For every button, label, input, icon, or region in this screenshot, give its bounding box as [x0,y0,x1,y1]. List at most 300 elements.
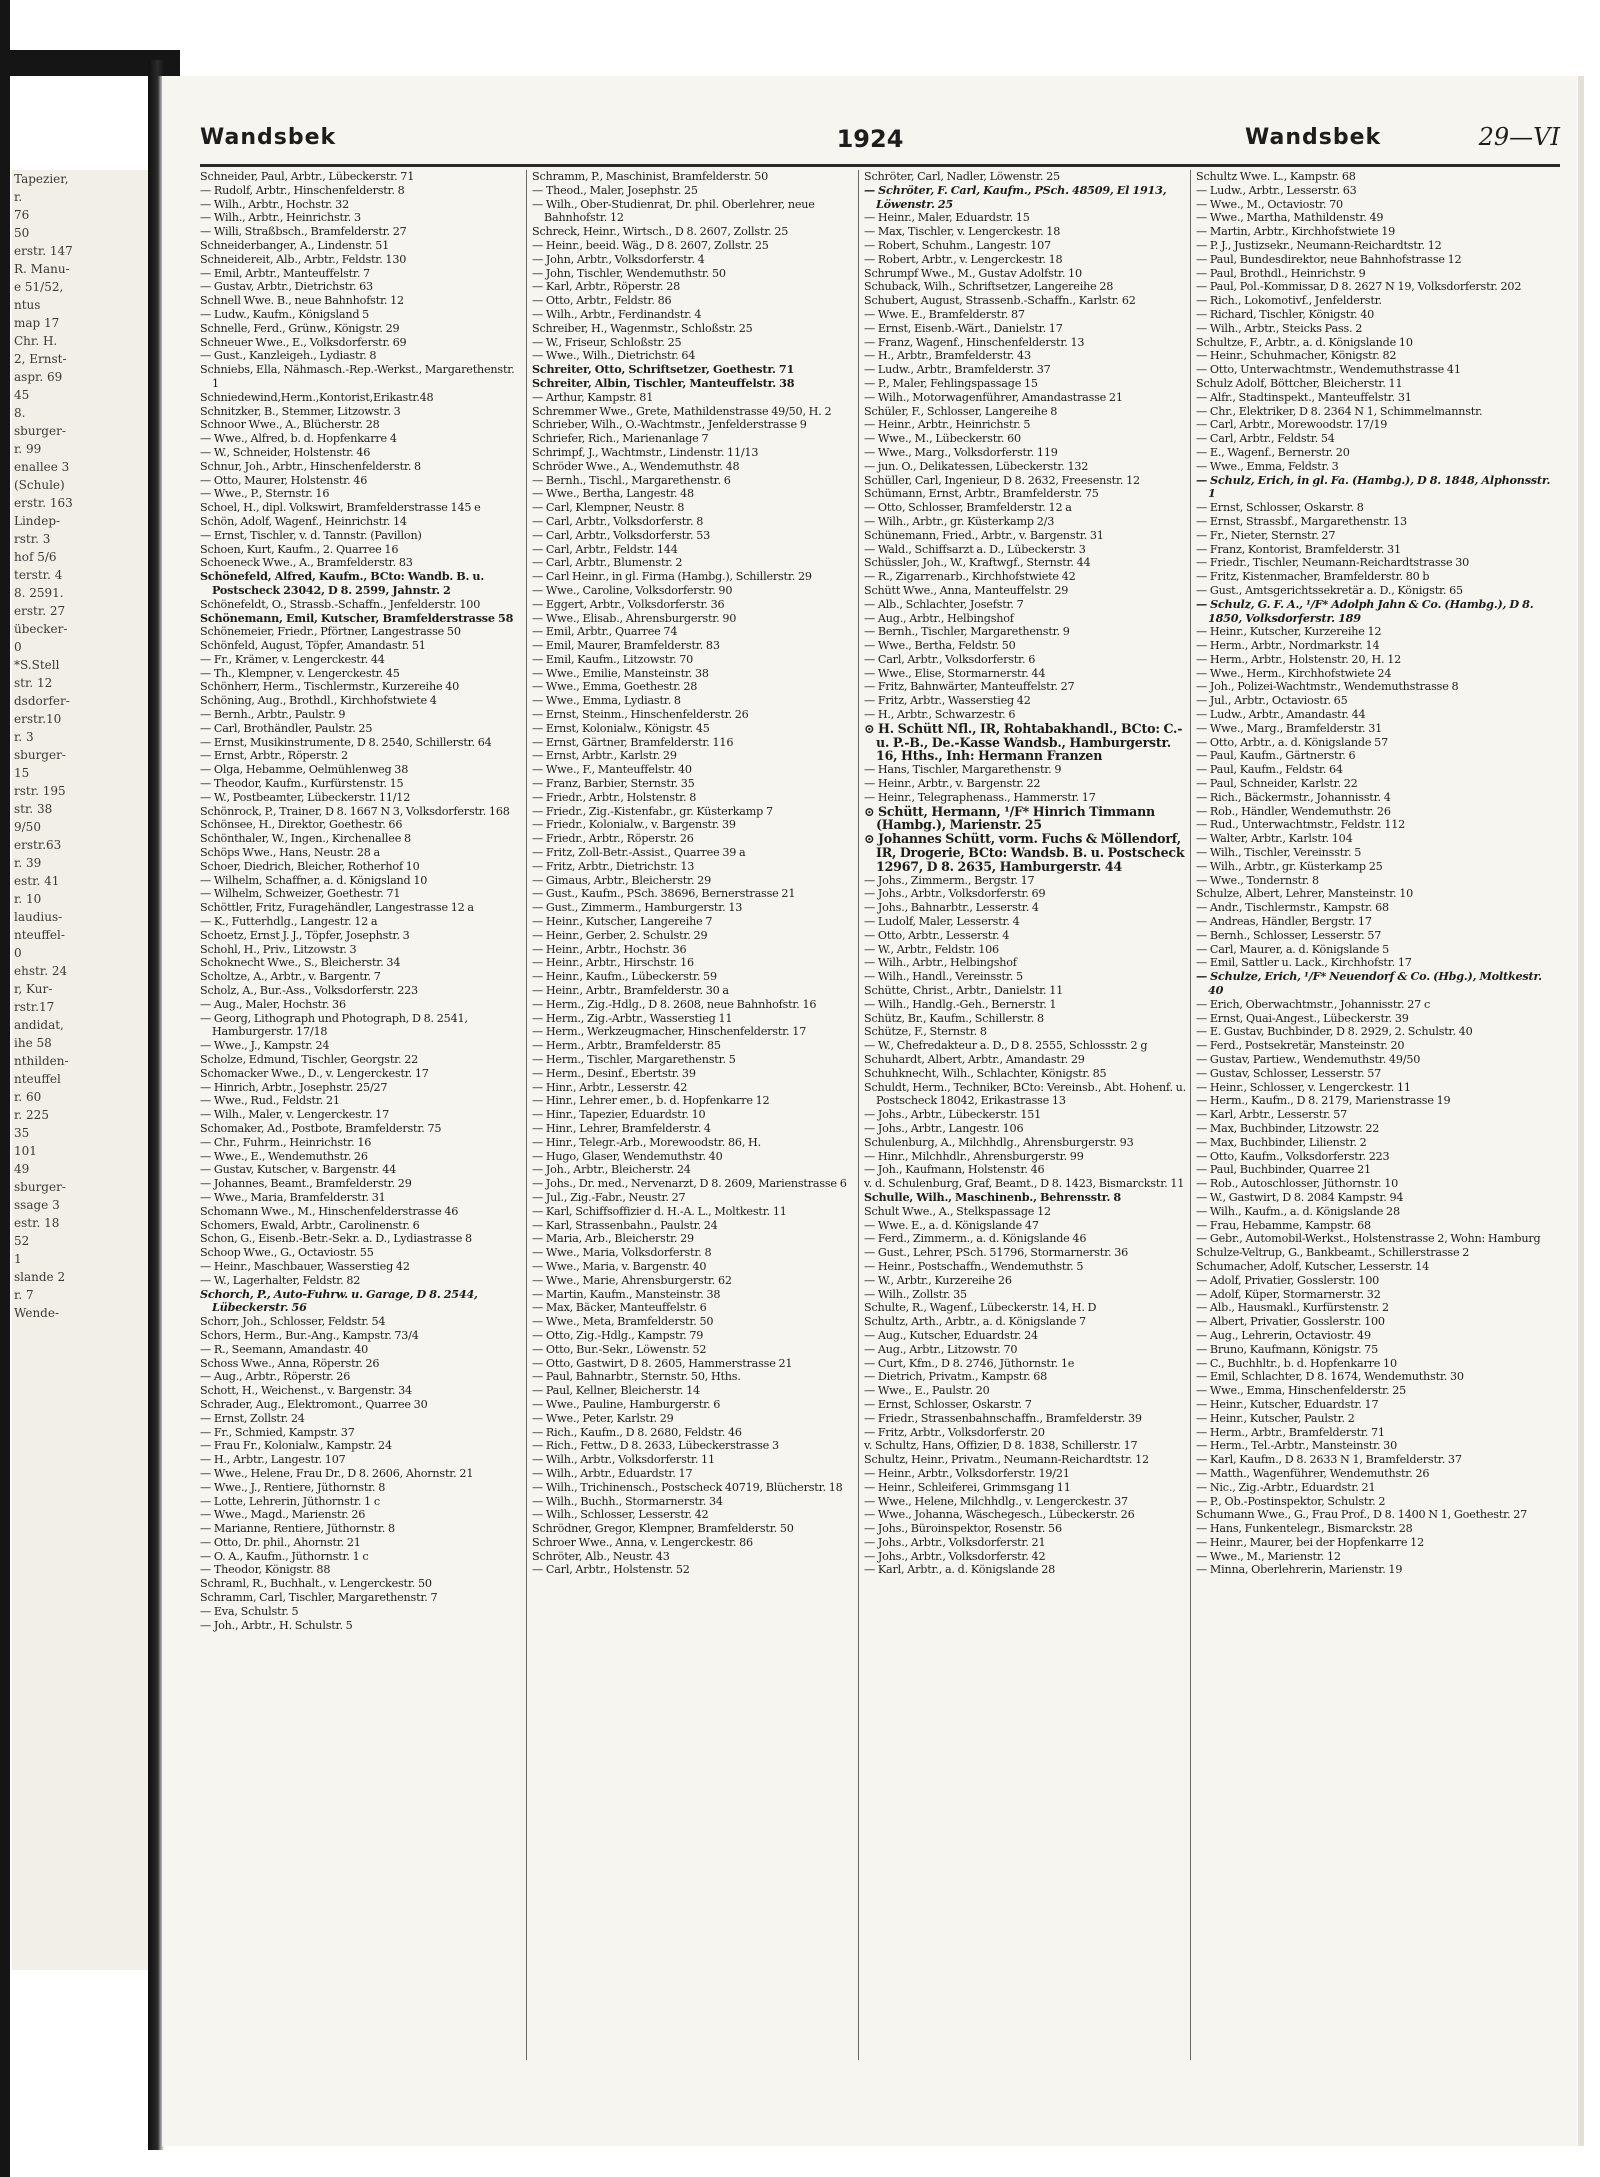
previous-page-fragment: 0 [14,640,22,654]
directory-entry: — Karl, Arbtr., a. d. Königslande 28 [864,1563,1056,1577]
directory-entry: — O. A., Kaufm., Jüthornstr. 1 c [200,1549,369,1563]
directory-entry: Schomacker Wwe., D., v. Lengerckestr. 17 [200,1066,429,1080]
page-edge [1578,76,1584,2146]
directory-entry: — Nic., Zig.-Arbtr., Eduardstr. 21 [1196,1480,1376,1494]
directory-entry: — Andr., Tischlermstr., Kampstr. 68 [1196,901,1389,915]
directory-entry: Schohl, H., Priv., Litzowstr. 3 [200,942,357,956]
previous-page-fragment: andidat, [14,1018,64,1032]
directory-entry: — Wilh., Schlosser, Lesserstr. 42 [532,1508,709,1522]
directory-entry: — Emil, Arbtr., Manteuffelstr. 7 [200,266,370,280]
directory-entry: — Johs., Arbtr., Volksdorferstr. 42 [864,1549,1046,1563]
directory-entry: — Arthur, Kampstr. 81 [532,390,654,404]
directory-entry: — Wilh., Kaufm., a. d. Königslande 28 [1196,1204,1400,1218]
directory-entry: — Wilhelm, Schaffner, a. d. Königsland 10 [200,873,428,887]
directory-entry: — Eva, Schulstr. 5 [200,1604,299,1618]
previous-page-fragment: 101 [14,1144,37,1158]
directory-entry: Schrumpf Wwe., M., Gustav Adolfstr. 10 [864,266,1082,280]
previous-page-fragment: slande 2 [14,1270,66,1284]
directory-entry: — Erich, Oberwachtmstr., Johannisstr. 27 c [1196,997,1431,1011]
directory-entry: — E. Gustav, Buchbinder, D 8. 2929, 2. Schulstr. 40 [1196,1025,1473,1039]
directory-entry: Schoeneck Wwe., A., Bramfelderstr. 83 [200,556,413,570]
directory-entry: — Wwe., Johanna, Wäschegesch., Lübeckerstr. 26 [864,1508,1135,1522]
directory-entry: — Wwe., Bertha, Feldstr. 50 [864,639,1016,653]
directory-entry: — Ferd., Zimmerm., a. d. Königslande 46 [864,1232,1087,1246]
directory-entry: Schrimpf, J., Wachtmstr., Lindenstr. 11/13 [532,445,759,459]
directory-entry: Schütz, Br., Kaufm., Schillerstr. 8 [864,1011,1044,1025]
directory-entry: — Hugo, Glaser, Wendemuthstr. 40 [532,1149,723,1163]
directory-entry: Schön, Adolf, Wagenf., Heinrichstr. 14 [200,514,407,528]
directory-entry: Schreiter, Otto, Schriftsetzer, Goethestr. 71 [532,362,795,377]
directory-entry: Schulze, Albert, Lehrer, Mansteinstr. 10 [1196,887,1414,901]
previous-page-fragment: aspr. 69 [14,370,63,384]
directory-entry: Schremmer Wwe., Grete, Mathildenstrasse 49/50, H. 2 [532,404,832,418]
directory-entry: — Gustav, Kutscher, v. Bargenstr. 44 [200,1163,397,1177]
directory-entry: — Fritz, Arbtr., Dietrichstr. 13 [532,859,695,873]
directory-entry: — Carl, Arbtr., Feldstr. 54 [1196,432,1335,446]
directory-entry: Schnitzker, B., Stemmer, Litzowstr. 3 [200,404,401,418]
directory-entry: — Ernst, Quai-Angest., Lübeckerstr. 39 [1196,1011,1409,1025]
directory-entry: — Wwe., Maria, Bramfelderstr. 31 [200,1190,386,1204]
directory-entry: Schrieber, Wilh., O.-Wachtmstr., Jenfelderstrasse 9 [532,418,807,432]
directory-entry: — Emil, Schlachter, D 8. 1674, Wendemuthstr. 30 [1196,1370,1464,1384]
directory-entry: Schönthaler, W., Ingen., Kirchenallee 8 [200,832,411,846]
previous-page-fragment: erstr. 27 [14,604,66,618]
directory-entry: — Heinr., Kutscher, Eduardstr. 17 [1196,1397,1379,1411]
directory-entry: — Johs., Arbtr., Volksdorferstr. 69 [864,887,1046,901]
directory-entry: — Paul, Bahnarbtr., Sternstr. 50, Hths. [532,1370,741,1384]
directory-entry: Schuhardt, Albert, Arbtr., Amandastr. 29 [864,1053,1085,1066]
directory-entry: — Max, Bäcker, Manteuffelstr. 6 [532,1301,707,1315]
column-divider [858,170,859,2060]
directory-entry: — Gustav, Partiew., Wendemuthstr. 49/50 [1196,1053,1421,1066]
directory-entry: — Alb., Schlachter, Josefstr. 7 [864,597,1024,611]
directory-entry: Schütze, F., Sternstr. 8 [864,1025,987,1039]
directory-entry: — Wilh., Maler, v. Lengerckestr. 17 [200,1108,389,1122]
directory-entry: — Wwe., Herm., Kirchhofstwiete 24 [1196,666,1392,680]
directory-entry: — Wilh., Buchh., Stormarnerstr. 34 [532,1494,723,1508]
directory-entry: — Ernst, Arbtr., Röperstr. 2 [200,749,348,763]
directory-entry: — Otto, Kaufm., Volksdorferstr. 223 [1196,1149,1390,1163]
directory-entry: — Max, Tischler, v. Lengerckestr. 18 [864,225,1061,239]
directory-entry: — Dietrich, Privatm., Kampstr. 68 [864,1370,1048,1384]
directory-entry: — Ernst, Schlosser, Oskarstr. 7 [864,1397,1032,1411]
directory-entry: — Wilh., Arbtr., Eduardstr. 17 [532,1466,693,1480]
directory-entry: — Herm., Arbtr., Nordmarkstr. 14 [1196,639,1380,653]
directory-entry: — Herm., Kaufm., D 8. 2179, Marienstrasse 19 [1196,1094,1451,1108]
directory-entry: — Wilh., Arbtr., Ferdinandstr. 4 [532,307,702,321]
directory-entry: — Gust., Kanzleigeh., Lydiastr. 8 [200,349,377,363]
directory-entry: Schomann Wwe., M., Hinschenfelderstrasse 46 [200,1204,459,1218]
directory-entry: — Walter, Arbtr., Karlstr. 104 [1196,832,1353,846]
previous-page-fragment: erstr.10 [14,712,62,726]
directory-entry: Schraml, R., Buchhalt., v. Lengerckestr. 50 [200,1577,432,1591]
directory-entry: Schulle, Wilh., Maschinenb., Behrensstr. 8 [864,1189,1121,1204]
directory-entry: — Heinr., Kutscher, Kurzereihe 12 [1196,625,1382,639]
directory-entry: — Wilh., Arbtr., Heinrichstr. 3 [200,211,361,225]
previous-page-fragment: ssage 3 [14,1198,60,1212]
directory-entry: — Gust., Zimmerm., Hamburgerstr. 13 [532,901,743,915]
directory-entry: Schröter, Carl, Nadler, Löwenstr. 25 [864,170,1060,183]
directory-entry: — Fritz, Kistenmacher, Bramfelderstr. 80 b [1196,570,1430,584]
directory-entry: Schröder Wwe., A., Wendemuthstr. 48 [532,459,740,473]
directory-entry: — Paul, Kaufm., Feldstr. 64 [1196,763,1343,777]
previous-page-fragment: r. 39 [14,856,42,870]
directory-entry: — Heinr., Kutscher, Langereihe 7 [532,915,713,929]
directory-entry: — Ernst, Steinm., Hinschenfelderstr. 26 [532,708,749,722]
directory-entry: Schüller, Carl, Ingenieur, D 8. 2632, Freesenstr. 12 [864,473,1140,487]
directory-entry: — Carl, Arbtr., Morewoodstr. 17/19 [1196,418,1388,432]
directory-entry: — Gust., Kaufm., PSch. 38696, Bernerstrasse 21 [532,887,796,901]
directory-entry: — Heinr., Arbtr., Heinrichstr. 5 [864,418,1031,432]
previous-page-fragment: 9/50 [14,820,41,834]
directory-entry: Schorch, P., Auto-Fuhrw. u. Garage, D 8. 2544, Lübeckerstr. 56 [200,1286,478,1315]
directory-entry: — Heinr., Arbtr., Hirschstr. 16 [532,956,694,970]
directory-entry: — Marianne, Rentiere, Jüthornstr. 8 [200,1522,395,1536]
directory-entry: — Matth., Wagenführer, Wendemuthstr. 26 [1196,1466,1430,1480]
directory-entry: — Rich., Kaufm., D 8. 2680, Feldstr. 46 [532,1425,742,1439]
directory-entry: Schramm, P., Maschinist, Bramfelderstr. 50 [532,170,769,183]
previous-page-fragment: rstr. 195 [14,784,66,798]
directory-entry: — Friedr., Arbtr., Röperstr. 26 [532,832,694,846]
directory-entry: — R., Zigarrenarb., Kirchhofstwiete 42 [864,570,1076,584]
directory-entry: Schomaker, Ad., Postbote, Bramfelderstr. 75 [200,1121,442,1135]
previous-page-fragment: r. 3 [14,730,34,744]
previous-page-fragment: ntus [14,298,41,312]
previous-page-fragment: 8. 2591. [14,586,64,600]
directory-entry: — Franz, Kontorist, Bramfelderstr. 31 [1196,542,1401,556]
directory-entry: — Schulze, Erich, ¹/F* Neuendorf & Co. (Hbg.), Moltkestr. 40 [1196,969,1542,998]
directory-entry: — Ernst, Arbtr., Karlstr. 29 [532,749,677,763]
directory-entry: — Wwe., Rud., Feldstr. 21 [200,1094,340,1108]
directory-entry: — Emil, Maurer, Bramfelderstr. 83 [532,639,720,653]
directory-entry: — Friedr., Kolonialw., v. Bargenstr. 39 [532,818,736,832]
directory-entry: — Johs., Dr. med., Nervenarzt, D 8. 2609, Marienstrasse 6 [532,1177,847,1191]
previous-page-fragment: R. Manu- [14,262,70,276]
directory-entry: — Friedr., Strassenbahnschaffn., Bramfelderstr. 39 [864,1411,1142,1425]
directory-entry: — Wwe., Magd., Marienstr. 26 [200,1508,366,1522]
directory-entry: — Wwe., M., Octaviostr. 70 [1196,197,1343,211]
directory-entry: — Wwe., Marg., Volksdorferstr. 119 [864,445,1058,459]
directory-entry: — Martin, Kaufm., Mansteinstr. 38 [532,1287,721,1301]
directory-entry: — Carl, Arbtr., Volksdorferstr. 6 [864,652,1036,666]
directory-entry: — W., Friseur, Schloßstr. 25 [532,335,682,349]
directory-entry: — Paul, Kellner, Bleicherstr. 14 [532,1384,700,1398]
directory-entry: — Bernh., Schlosser, Lesserstr. 57 [1196,928,1382,942]
directory-entry: Schoetz, Ernst J. J., Töpfer, Josephstr. 3 [200,928,410,942]
directory-entry: Schüssler, Joh., W., Kraftwgf., Sternstr. 44 [864,556,1091,570]
directory-entry: — Heinr., Maschbauer, Wasserstieg 42 [200,1259,410,1273]
previous-page-fragment: e 51/52, [14,280,64,294]
directory-entry: — Karl, Strassenbahn., Paulstr. 24 [532,1218,718,1232]
directory-entry: — Heinr., Maler, Eduardstr. 15 [864,211,1030,225]
directory-entry: — Theodor, Königstr. 88 [200,1563,331,1577]
directory-entry: — Emil, Kaufm., Litzowstr. 70 [532,652,694,666]
directory-entry: — Wilh., Arbtr., Volksdorferstr. 11 [532,1453,715,1467]
directory-entry: — Wilh., Handlg.-Geh., Bernerstr. 1 [864,997,1057,1011]
previous-page-fragment: übecker- [14,622,68,636]
directory-entry: — W., Postbeamter, Lübeckerstr. 11/12 [200,790,411,804]
directory-entry: — Wilh., Trichinensch., Postscheck 40719, Blücherstr. 18 [532,1480,843,1494]
previous-page-fragment: (Schule) [14,478,65,492]
directory-entry: — Emil, Arbtr., Quarree 74 [532,625,678,639]
directory-entry: Schünemann, Fried., Arbtr., v. Bargenstr. 31 [864,528,1104,542]
directory-entry: — Johs., Bahnarbtr., Lesserstr. 4 [864,901,1039,915]
directory-entry: — John, Arbtr., Volksdorferstr. 4 [532,252,705,266]
previous-page-fragment: sburger- [14,424,66,438]
directory-entry: — Gebr., Automobil-Werkst., Holstenstrasse 2, Wohn: Hamburg [1196,1232,1541,1246]
previous-page-column [12,170,148,1970]
directory-entry: — Olga, Hebamme, Oelmühlenweg 38 [200,763,409,777]
directory-entry: — Herm., Zig.-Arbtr., Wasserstieg 11 [532,1011,733,1025]
directory-entry: — Heinr., beeid. Wäg., D 8. 2607, Zollstr. 25 [532,238,769,252]
directory-entry: — Wilh., Arbtr., gr. Küsterkamp 2/3 [864,514,1055,528]
directory-entry: Scholtze, A., Arbtr., v. Bargentr. 7 [200,970,381,984]
directory-entry: Schubert, August, Strassenb.-Schaffn., Karlstr. 62 [864,294,1136,308]
directory-entry: — Aug., Arbtr., Litzowstr. 70 [864,1342,1018,1356]
directory-entry: — Otto, Zig.-Hdlg., Kampstr. 79 [532,1328,704,1342]
previous-page-fragment: ihe 58 [14,1036,52,1050]
directory-entry: — Herm., Tischler, Margarethenstr. 5 [532,1053,736,1066]
directory-entry: Schönherr, Herm., Tischlermstr., Kurzereihe 40 [200,680,460,694]
directory-entry: — Wald., Schiffsarzt a. D., Lübeckerstr. 3 [864,542,1086,556]
directory-entry: — Paul, Bundesdirektor, neue Bahnhofstrasse 12 [1196,252,1462,266]
directory-entry: — Herm., Werkzeugmacher, Hinschenfelderstr. 17 [532,1025,807,1039]
previous-page-fragment: rstr. 3 [14,532,51,546]
directory-entry: — Wwe., J., Rentiere, Jüthornstr. 8 [200,1480,386,1494]
directory-entry: Schöps Wwe., Hans, Neustr. 28 a [200,846,381,860]
directory-entry: — Wwe., Meta, Bramfelderstr. 50 [532,1315,714,1329]
directory-entry: — Carl Heinr., in gl. Firma (Hambg.), Schillerstr. 29 [532,570,812,584]
directory-entry: — E., Wagenf., Bernerstr. 20 [1196,445,1350,459]
directory-entry: — Georg, Lithograph und Photograph, D 8. 2541, Hamburgerstr. 17/18 [200,1011,468,1039]
previous-page-fragment: hof 5/6 [14,550,57,564]
directory-entry: — Wwe., Wilh., Dietrichstr. 64 [532,349,696,363]
previous-page-fragment: 35 [14,1126,30,1140]
directory-column-3 [864,170,1186,2090]
directory-entry: Schroer Wwe., Anna, v. Lengerckestr. 86 [532,1535,753,1549]
directory-entry: Schoss Wwe., Anna, Röperstr. 26 [200,1356,380,1370]
directory-entry: Schors, Herm., Bur.-Ang., Kampstr. 73/4 [200,1328,419,1342]
directory-entry: Schröter, Alb., Neustr. 43 [532,1549,670,1563]
directory-entry: Schneiderbanger, A., Lindenstr. 51 [200,238,390,252]
directory-entry: — W., Gastwirt, D 8. 2084 Kampstr. 94 [1196,1190,1404,1204]
directory-entry: — Schulz, G. F. A., ¹/F* Adolph Jahn & Co. (Hambg.), D 8. 1850, Volksdorferstr. 189 [1196,596,1534,625]
directory-entry: — Friedr., Zig.-Kistenfabr., gr. Küsterkamp 7 [532,804,773,818]
directory-entry: — Joh., Arbtr., H. Schulstr. 5 [200,1618,353,1632]
directory-entry: — Wwe., Martha, Mathildenstr. 49 [1196,211,1384,225]
directory-entry: — Hinr., Lehrer emer., b. d. Hopfenkarre 12 [532,1094,770,1108]
directory-entry: — Karl, Kaufm., D 8. 2633 N 1, Bramfelderstr. 37 [1196,1453,1462,1467]
directory-entry: Schumacher, Adolf, Kutscher, Lesserstr. 14 [1196,1259,1430,1273]
directory-entry: — Wwe., Emma, Hinschenfelderstr. 25 [1196,1384,1407,1398]
directory-entry: — Hinr., Telegr.-Arb., Morewoodstr. 86, H. [532,1135,761,1149]
directory-column-4 [1196,170,1560,2090]
directory-entry: — Bernh., Tischl., Margarethenstr. 6 [532,473,731,487]
directory-entry: — Wwe., Bertha, Langestr. 48 [532,487,694,501]
directory-entry: — Johs., Büroinspektor, Rosenstr. 56 [864,1522,1062,1536]
directory-entry: — Karl, Schiffsoffizier d. H.-A. L., Moltkestr. 11 [532,1204,787,1218]
directory-entry: — Gust., Lehrer, PSch. 51796, Stormarnerstr. 36 [864,1246,1129,1260]
directory-entry: — H., Arbtr., Bramfelderstr. 43 [864,349,1031,363]
directory-entry: — Fritz, Arbtr., Wasserstieg 42 [864,694,1031,708]
directory-column-1 [200,170,522,2090]
directory-entry: — W., Schneider, Holstenstr. 46 [200,445,371,459]
directory-entry: Schüler, F., Schlosser, Langereihe 8 [864,404,1058,418]
directory-entry: — Wwe., Elisab., Ahrensburgerstr. 90 [532,611,737,625]
directory-entry: Schnoor Wwe., A., Blücherstr. 28 [200,418,380,432]
directory-entry: — Wwe., Alfred, b. d. Hopfenkarre 4 [200,432,397,446]
previous-page-fragment: Chr. H. [14,334,58,348]
directory-entry: — Wwe., Elise, Stormarnerstr. 44 [864,666,1046,680]
column-divider [526,170,527,2060]
directory-entry: — Heinr., Arbtr., v. Bargenstr. 22 [864,777,1041,791]
previous-page-fragment: ehstr. 24 [14,964,68,978]
directory-entry: — Frau, Hebamme, Kampstr. 68 [1196,1218,1371,1232]
previous-page-fragment: sburger- [14,748,66,762]
directory-entry: — Ludw., Arbtr., Lesserstr. 63 [1196,183,1357,197]
directory-entry: — Heinr., Kutscher, Paulstr. 2 [1196,1411,1355,1425]
directory-entry: — Heinr., Schlosser, v. Lengerckestr. 11 [1196,1080,1411,1094]
directory-entry: Schuldt, Herm., Techniker, BCto: Vereinsb., Abt. Hohenf. u. Postscheck 18042, Erikastrasse 13 [864,1080,1186,1108]
previous-page-fragment: str. 38 [14,802,53,816]
directory-entry: Schreck, Heinr., Wirtsch., D 8. 2607, Zollstr. 25 [532,225,789,239]
previous-page-fragment: r. 7 [14,1288,34,1302]
directory-entry: — Otto, Dr. phil., Ahornstr. 21 [200,1535,361,1549]
directory-entry: Schneuer Wwe., E., Volksdorferstr. 69 [200,335,407,349]
directory-entry: — Heinr., Arbtr., Bramfelderstr. 30 a [532,984,729,998]
directory-entry: — Wilh., Zollstr. 35 [864,1287,967,1301]
directory-entry: — Karl, Arbtr., Röperstr. 28 [532,280,681,294]
previous-page-fragment: erstr.63 [14,838,62,852]
directory-entry: — Karl, Arbtr., Lesserstr. 57 [1196,1108,1348,1122]
directory-entry: — Wwe., Tondernstr. 8 [1196,873,1319,887]
directory-entry: — Wwe., M., Marienstr. 12 [1196,1549,1341,1563]
directory-entry: — Ernst, Gärtner, Bramfelderstr. 116 [532,735,734,749]
previous-page-fragment: 2, Ernst- [14,352,67,366]
directory-entry: — Rich., Fettw., D 8. 2633, Lübeckerstrasse 3 [532,1439,779,1453]
previous-page-fragment: Lindep- [14,514,61,528]
previous-page-fragment: str. 12 [14,676,53,690]
directory-entry: — Aug., Lehrerin, Octaviostr. 49 [1196,1328,1371,1342]
previous-page-fragment: laudius- [14,910,63,924]
directory-entry: Schöning, Aug., Brothdl., Kirchhofstwiete 4 [200,694,437,708]
directory-entry: — Hinr., Arbtr., Lesserstr. 42 [532,1080,688,1094]
directory-entry: — Paul, Buchbinder, Quarree 21 [1196,1163,1371,1177]
directory-entry: — Carl, Arbtr., Feldstr. 144 [532,542,678,556]
directory-entry: — Fr., Schmied, Kampstr. 37 [200,1425,355,1439]
directory-entry: — Frau Fr., Kolonialw., Kampstr. 24 [200,1439,392,1453]
directory-entry: — Albert, Privatier, Gosslerstr. 100 [1196,1315,1385,1329]
directory-entry: — Theodor, Kaufm., Kurfürstenstr. 15 [200,777,404,791]
directory-entry: — W., Arbtr., Feldstr. 106 [864,942,999,956]
directory-entry: — Johs., Arbtr., Volksdorferstr. 21 [864,1535,1046,1549]
directory-entry: — Schulz, Erich, in gl. Fa. (Hambg.), D 8. 1848, Alphonsstr. 1 [1196,472,1551,501]
directory-entry: Schoknecht Wwe., S., Bleicherstr. 34 [200,956,401,970]
directory-entry: — Friedr., Arbtr., Holstenstr. 8 [532,790,697,804]
directory-entry: ⊙ Johannes Schütt, vorm. Fuchs & Möllendorf, IR, Drogerie, BCto: Wandsb. B. u. Postscheck 12967, D 8. 2635, Hamburgerstr. 44 [864,831,1185,874]
previous-page-fragment: nteuffel [14,1072,61,1086]
directory-entry: — Ernst, Zollstr. 24 [200,1411,305,1425]
previous-page-fragment: 52 [14,1234,30,1248]
directory-entry: — Johs., Zimmerm., Bergstr. 17 [864,873,1035,887]
previous-page-fragment: 50 [14,226,30,240]
directory-entry: — Otto, Bur.-Sekr., Löwenstr. 52 [532,1342,707,1356]
directory-entry: — Wwe., Helene, Frau Dr., D 8. 2606, Ahornstr. 21 [200,1466,474,1480]
directory-entry: — Hinrich, Arbtr., Josephstr. 25/27 [200,1080,388,1094]
previous-page-fragment: 1 [14,1252,22,1266]
directory-entry: — Herm., Desinf., Ebertstr. 39 [532,1066,696,1080]
directory-entry: — Wwe., Emma, Lydiastr. 8 [532,694,681,708]
directory-entry: — Fr., Nieter, Sternstr. 27 [1196,528,1336,542]
directory-entry: — Rob., Autoschlosser, Jüthornstr. 10 [1196,1177,1399,1191]
directory-entry: — Herm., Arbtr., Holstenstr. 20, H. 12 [1196,652,1402,666]
previous-page-fragment: 0 [14,946,22,960]
directory-entry: — H., Arbtr., Langestr. 107 [200,1453,346,1467]
directory-entry: — Johannes, Beamt., Bramfelderstr. 29 [200,1177,412,1191]
directory-entry: — Paul, Kaufm., Gärtnerstr. 6 [1196,749,1356,763]
directory-entry: — Wwe., F., Manteuffelstr. 40 [532,763,692,777]
previous-page-fragment: dsdorfer- [14,694,70,708]
directory-entry: — Otto, Schlosser, Bramfelderstr. 12 a [864,501,1072,515]
directory-entry: — Aug., Kutscher, Eduardstr. 24 [864,1328,1038,1342]
directory-entry: — Wwe., Caroline, Volksdorferstr. 90 [532,583,733,597]
directory-entry: Schreiter, Albin, Tischler, Manteuffelstr. 38 [532,375,795,390]
directory-entry: — Bruno, Kaufmann, Königstr. 75 [1196,1342,1378,1356]
directory-entry: — Adolf, Privatier, Gosslerstr. 100 [1196,1273,1380,1287]
directory-entry: — Jul., Zig.-Fabr., Neustr. 27 [532,1190,686,1204]
directory-entry: — Wilh., Tischler, Vereinsstr. 5 [1196,846,1362,860]
directory-entry: — Wwe., Marg., Bramfelderstr. 31 [1196,721,1383,735]
directory-entry: — Wwe., Emma, Feldstr. 3 [1196,459,1339,473]
directory-entry: — Wilh., Arbtr., Helbingshof [864,956,1017,970]
directory-entry: Schneidereit, Alb., Arbtr., Feldstr. 130 [200,252,407,266]
page-number: 29—VI [1478,123,1560,151]
directory-entry: Schuback, Wilh., Schriftsetzer, Langereihe 28 [864,280,1114,294]
directory-entry: — Martin, Arbtr., Kirchhofstwiete 19 [1196,225,1396,239]
directory-entry: — Chr., Elektriker, D 8. 2364 N 1, Schimmelmannstr. [1196,404,1483,418]
directory-entry: — Minna, Oberlehrerin, Marienstr. 19 [1196,1563,1403,1577]
previous-page-fragment: 15 [14,766,30,780]
directory-entry: — Heinr., Arbtr., Hochstr. 36 [532,942,687,956]
directory-entry: — Robert, Arbtr., v. Lengerckestr. 18 [864,252,1063,266]
directory-entry: — Chr., Fuhrm., Heinrichstr. 16 [200,1135,372,1149]
directory-entry: — Adolf, Küper, Stormarnerstr. 32 [1196,1287,1381,1301]
directory-entry: — Wwe., M., Lübeckerstr. 60 [864,432,1021,446]
directory-entry: — Richard, Tischler, Königstr. 40 [1196,307,1375,321]
directory-entry: — Wwe., Maria, Volksdorferstr. 8 [532,1246,712,1260]
previous-page-fragment: r. 10 [14,892,42,906]
directory-entry: Schrader, Aug., Elektromont., Quarree 30 [200,1397,428,1411]
directory-entry: Schniedewind,Herm.,Kontorist,Erikastr.48 [200,390,434,404]
directory-entry: — Franz, Barbier, Sternstr. 35 [532,777,695,791]
directory-entry: — Fritz, Bahnwärter, Manteuffelstr. 27 [864,680,1075,694]
directory-entry: — Herm., Tel.-Arbtr., Mansteinstr. 30 [1196,1439,1398,1453]
directory-entry: — Wwe., Emma, Goethestr. 28 [532,680,698,694]
directory-entry: — Wilh., Ober-Studienrat, Dr. phil. Oberlehrer, neue Bahnhofstr. 12 [532,197,815,225]
directory-entry: — Maria, Arb., Bleicherstr. 29 [532,1232,694,1246]
directory-entry: Schulte, R., Wagenf., Lübeckerstr. 14, H. D [864,1301,1097,1315]
directory-entry: Schulenburg, A., Milchhdlg., Ahrensburgerstr. 93 [864,1135,1134,1149]
directory-entry: — Fritz, Arbtr., Volksdorferstr. 20 [864,1425,1045,1439]
directory-entry: — Wwe., J., Kampstr. 24 [200,1039,330,1053]
directory-entry: — Wilh., Arbtr., gr. Küsterkamp 25 [1196,859,1383,873]
directory-entry: Scholz, A., Bur.-Ass., Volksdorferstr. 223 [200,984,418,998]
directory-entry: — Herm., Zig.-Hdlg., D 8. 2608, neue Bahnhofstr. 16 [532,997,817,1011]
directory-entry: Schorr, Joh., Schlosser, Feldstr. 54 [200,1315,386,1329]
previous-page-fragment: nthilden- [14,1054,69,1068]
directory-entry: Schönrock, P., Trainer, D 8. 1667 N 3, Volksdorferstr. 168 [200,804,510,818]
directory-entry: Schulze-Veltrup, G., Bankbeamt., Schillerstrasse 2 [1196,1246,1470,1260]
